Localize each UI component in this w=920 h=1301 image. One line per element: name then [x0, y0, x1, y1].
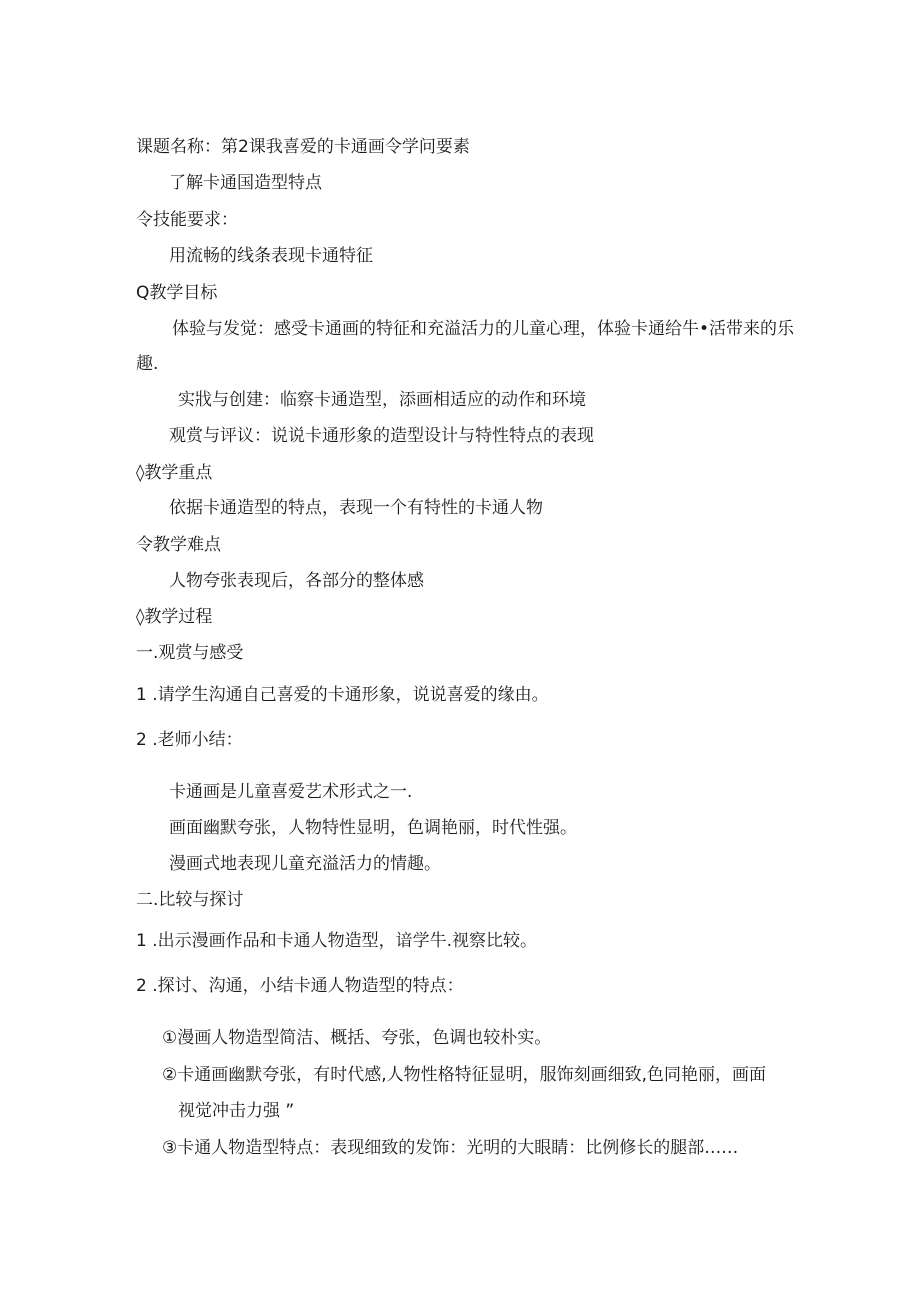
- lesson-title: 课题名称：第2课我喜爱的卡通画令学问要素: [136, 137, 470, 157]
- section2-item1: 1 .出示漫画作品和卡通人物造型，谙学牛.视察比较。: [136, 931, 538, 951]
- section2-point1: ①漫画人物造型简洁、概括、夸张，色调也较朴实。: [162, 1028, 552, 1048]
- process-heading: ◊教学过程: [136, 607, 213, 627]
- difficulty-text: 人物夸张表现后，各部分的整体感: [169, 571, 424, 591]
- skills-heading: 令技能要求：: [136, 210, 238, 230]
- section2-heading: 二.比较与探讨: [136, 890, 244, 910]
- focus-heading: ◊教学重点: [136, 463, 213, 483]
- section2-item2: 2 .探讨、沟通，小结卡通人物造型的特点：: [136, 976, 464, 996]
- section1-heading: 一.观赏与感受: [136, 643, 244, 663]
- objective-appreciation: 观赏与评议：说说卡通形象的造型设计与特性特点的表现: [169, 426, 594, 446]
- knowledge-text: 了解卡通国造型特点: [169, 173, 322, 193]
- objective-experience-line2: 趣.: [136, 354, 159, 374]
- objective-experience-line1: 体验与发觉：感受卡通画的特征和充溢活力的儿童心理，体验卡通给牛•活带来的乐: [172, 319, 795, 339]
- skills-text: 用流畅的线条表现卡通特征: [169, 246, 373, 266]
- objectives-heading: Q教学目标: [136, 283, 218, 303]
- focus-text: 依据卡通造型的特点，表现一个有特性的卡通人物: [169, 498, 543, 518]
- section1-summary3: 漫画式地表现儿童充溢活力的情趣。: [169, 854, 441, 874]
- section2-point2-line1: ②卡通画幽默夸张，有时代感,人物性格特征显明，服饰刻画细致,色同艳丽，画面: [162, 1065, 767, 1085]
- section1-item1: 1 .请学生沟通自己喜爱的卡通形象，说说喜爱的缘由。: [136, 685, 549, 705]
- section2-point2-line2: 视觉冲击力强 ”: [178, 1101, 295, 1121]
- section1-item2: 2 .老师小结：: [136, 730, 243, 750]
- section2-point3: ③卡通人物造型特点：表现细致的发饰：光明的大眼睛：比例修长的腿部……: [162, 1138, 739, 1158]
- section1-summary1: 卡通画是儿童喜爱艺术形式之一.: [169, 782, 413, 802]
- section1-summary2: 画面幽默夸张，人物特性显明，色调艳丽，时代性强。: [169, 818, 577, 838]
- objective-practice: 实戕与创建：临察卡通造型，添画相适应的动作和环境: [178, 390, 586, 410]
- difficulty-heading: 令教学难点: [136, 535, 221, 555]
